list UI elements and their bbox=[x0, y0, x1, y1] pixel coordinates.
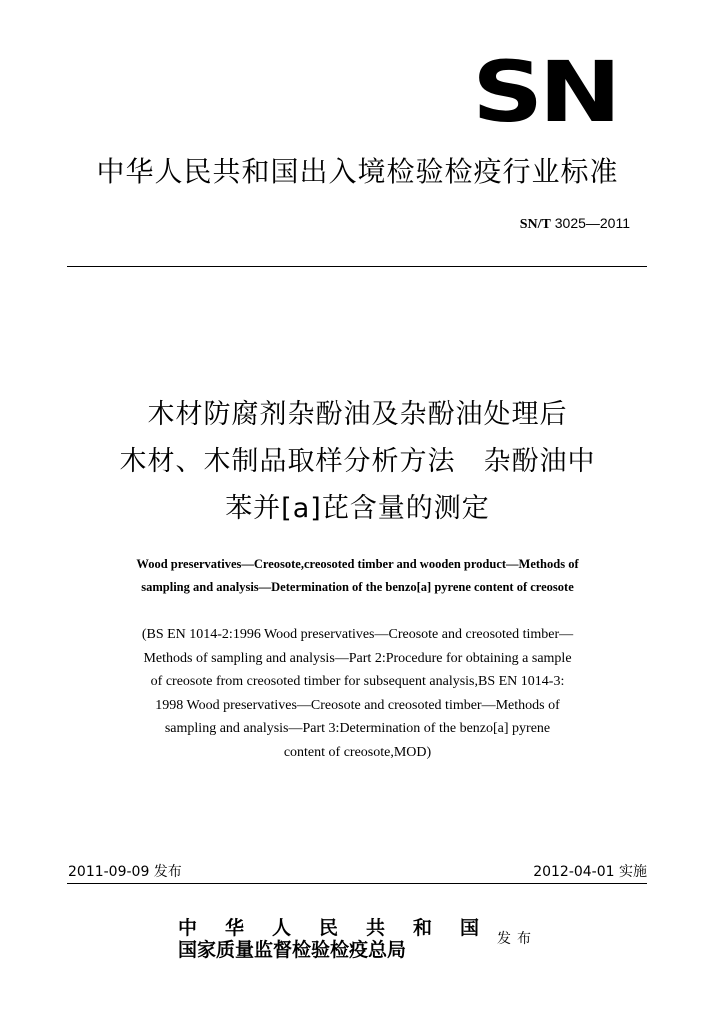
issuer-country: 中华人民共和国 bbox=[178, 917, 508, 939]
english-title bbox=[40, 553, 675, 599]
chinese-title-line-3: 苯并[a]芘含量的测定 bbox=[225, 493, 490, 524]
issue-date: 2011-09-09 发布 bbox=[68, 864, 182, 880]
standard-number-value: 3025—2011 bbox=[554, 215, 630, 231]
footer-rule bbox=[67, 883, 647, 884]
sn-logo: SN bbox=[472, 43, 617, 141]
equivalent-line-6: content of creosote,MOD) bbox=[283, 744, 432, 760]
equivalent-line-3: of creosote from creosoted timber for subsequent analysis,BS EN 1014-3: bbox=[150, 674, 565, 689]
issuer-agency: 国家质量监督检验检疫总局 bbox=[178, 939, 407, 961]
standard-number bbox=[520, 215, 630, 233]
equivalent-line-5: sampling and analysis—Part 3:Determination of the benzo[a] pyrene bbox=[164, 721, 551, 736]
equivalent-line-4: 1998 Wood preservatives—Creosote and creosoted timber—Methods of bbox=[155, 697, 560, 713]
implementation-date: 2012-04-01 实施 bbox=[533, 864, 647, 880]
standard-number-prefix: SN/T bbox=[519, 217, 551, 232]
issue-label: 发布 bbox=[497, 931, 537, 947]
equivalent-standards bbox=[60, 623, 655, 764]
chinese-title-line-1: 木材防腐剂杂酚油及杂酚油处理后 bbox=[147, 399, 568, 430]
english-title-line-1: Wood preservatives—Creosote,creosoted timber and wooden product—Methods of bbox=[136, 557, 579, 571]
header-rule bbox=[67, 266, 647, 267]
organization-title: 中华人民共和国出入境检验检疫行业标准 bbox=[96, 155, 619, 188]
english-title-line-2: sampling and analysis—Determination of the benzo[a] pyrene content of creosote bbox=[141, 580, 574, 594]
equivalent-line-1: (BS EN 1014-2:1996 Wood preservatives—Creosote and creosoted timber— bbox=[141, 627, 574, 642]
chinese-title-line-2: 木材、木制品取样分析方法 杂酚油中 bbox=[119, 446, 596, 477]
equivalent-line-2: Methods of sampling and analysis—Part 2:Procedure for obtaining a sample bbox=[143, 650, 572, 666]
